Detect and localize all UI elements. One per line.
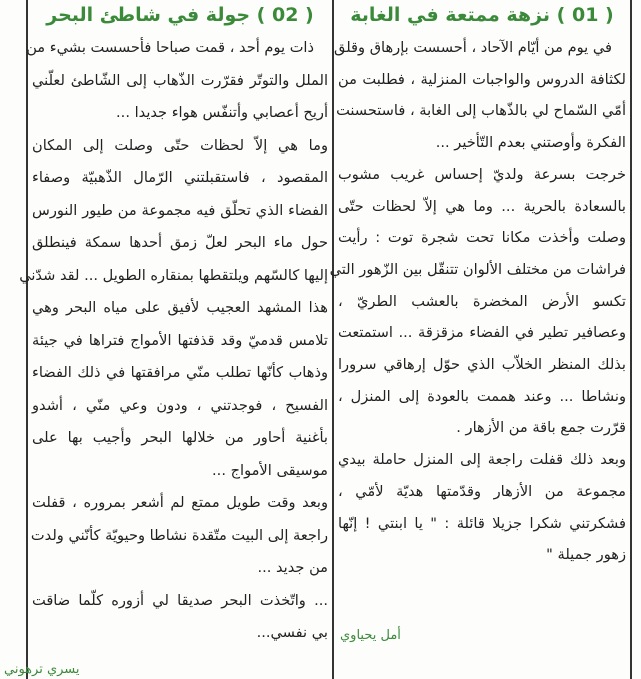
text-line: حول ماء البحر لعلّ زمق أحدها سمكة فينطلق	[32, 234, 328, 251]
story-02-author: يسري ترهوني	[4, 662, 80, 677]
text-line: ... واتّخذت البحر صديقا لي أزوره كلّما ضاقت	[32, 591, 328, 609]
text-line: وصلت وأخذت مكانا تحت شجرة توت : رأيت	[338, 229, 626, 247]
right-border	[630, 0, 632, 679]
text-line: لكثافة الدروس والواجبات المنزلية ، فطلبت من	[338, 70, 626, 88]
text-line: راجعة إلى البيت متّقدة نشاطا وحيويّة كأنّني ولدت	[30, 526, 328, 544]
story-01-title: ( 01 ) نزهة ممتعة في الغابة	[350, 4, 614, 26]
story-01-author: أمل يحياوي	[340, 628, 401, 643]
text-line: الفكرة وأوصتني بعدم التّأخير ...	[435, 134, 626, 152]
text-line: المقصود ، فاستقبلتني الرّمال الذّهبيّة وصفاء	[32, 169, 328, 186]
text-line: خرجت بسرعة ولديّ إحساس غريب مشوب	[338, 165, 626, 183]
text-line: بأغنية أحاور من خلالها البحر وأجيب بها على	[32, 429, 328, 446]
text-line: وبعد وقت طويل ممتع لم أشعر بمروره ، قفلت	[32, 494, 328, 511]
text-line: إليها كالسّهم ويلتقطها بمنقاره الطويل ... لقد شدّني	[19, 266, 328, 284]
text-line: في يوم من أيّام الآحاد ، أحسست بإرهاق وقلق	[334, 39, 612, 56]
text-line: موسيقى الأمواج ...	[212, 461, 328, 479]
text-line: وعصافير تطير في الفضاء مزقزقة ... استمتعت	[338, 324, 626, 342]
text-line: الفضاء الذي تحلّق فيه مجموعة من طيور النورس	[32, 201, 328, 219]
text-line: ذات يوم أحد ، قمت صباحا فأحسست بشيء من	[26, 39, 314, 56]
text-line: فشكرتني شكرا جزيلا قائلة : " يا ابنتي ! إنّها	[338, 514, 626, 532]
text-line: أريح أعصابي وأتنفّس هواء جديدا ...	[116, 104, 328, 121]
text-line: وذهاب كأنّها تطلب منّي مرافقتها في ذلك الفضاء	[32, 364, 328, 381]
text-line: بي نفسي...	[256, 624, 328, 641]
text-line: بذلك المنظر الخلاّب الذي حوّل إرهاقي سرورا	[338, 356, 626, 373]
left-border	[26, 0, 28, 679]
column-divider	[332, 0, 334, 679]
text-line: زهور جميلة "	[546, 546, 626, 564]
text-line: الملل والتوتّر فقرّرت الذّهاب إلى الشّاطئ لعلّني	[32, 71, 328, 89]
text-line: تلامس قدميّ وقد قذفتها الأمواج فتراها في جيئة	[32, 331, 328, 349]
text-line: وما هي إلاّ لحظات حتّى وصلت إلى المكان	[32, 136, 328, 154]
text-line: من جديد ...	[257, 559, 328, 576]
story-02-title: ( 02 ) جولة في شاطئ البحر	[46, 4, 314, 26]
text-line: مجموعة من الأزهار وقدّمتها هديّة لأمّي ،	[338, 482, 626, 500]
text-line: أمّي السّماح لي بالذّهاب إلى الغابة ، فاستحسنت	[336, 102, 626, 120]
text-line: هذا المشهد العجيب لأفيق على مياه البحر وهي	[32, 299, 328, 316]
text-line: ونشاطا ... وعند هممت بالعودة إلى المنزل ،	[338, 387, 626, 405]
text-line: تكسو الأرض المخضرة بالعشب الطريّ ،	[338, 292, 626, 310]
text-line: بالسعادة بالحرية ... وما هي إلاّ لحظات حتّى	[338, 197, 626, 215]
text-line: الفسيح ، فوجدتني ، ودون وعي منّي ، أشدو	[32, 396, 328, 414]
text-line: وبعد ذلك قفلت راجعة إلى المنزل حاملة بيدي	[338, 451, 626, 469]
text-line: قرّرت جمع باقة من الأزهار .	[456, 419, 626, 437]
text-line: فراشات من مختلف الألوان تتنقّل بين الزّهور التي	[329, 260, 626, 278]
